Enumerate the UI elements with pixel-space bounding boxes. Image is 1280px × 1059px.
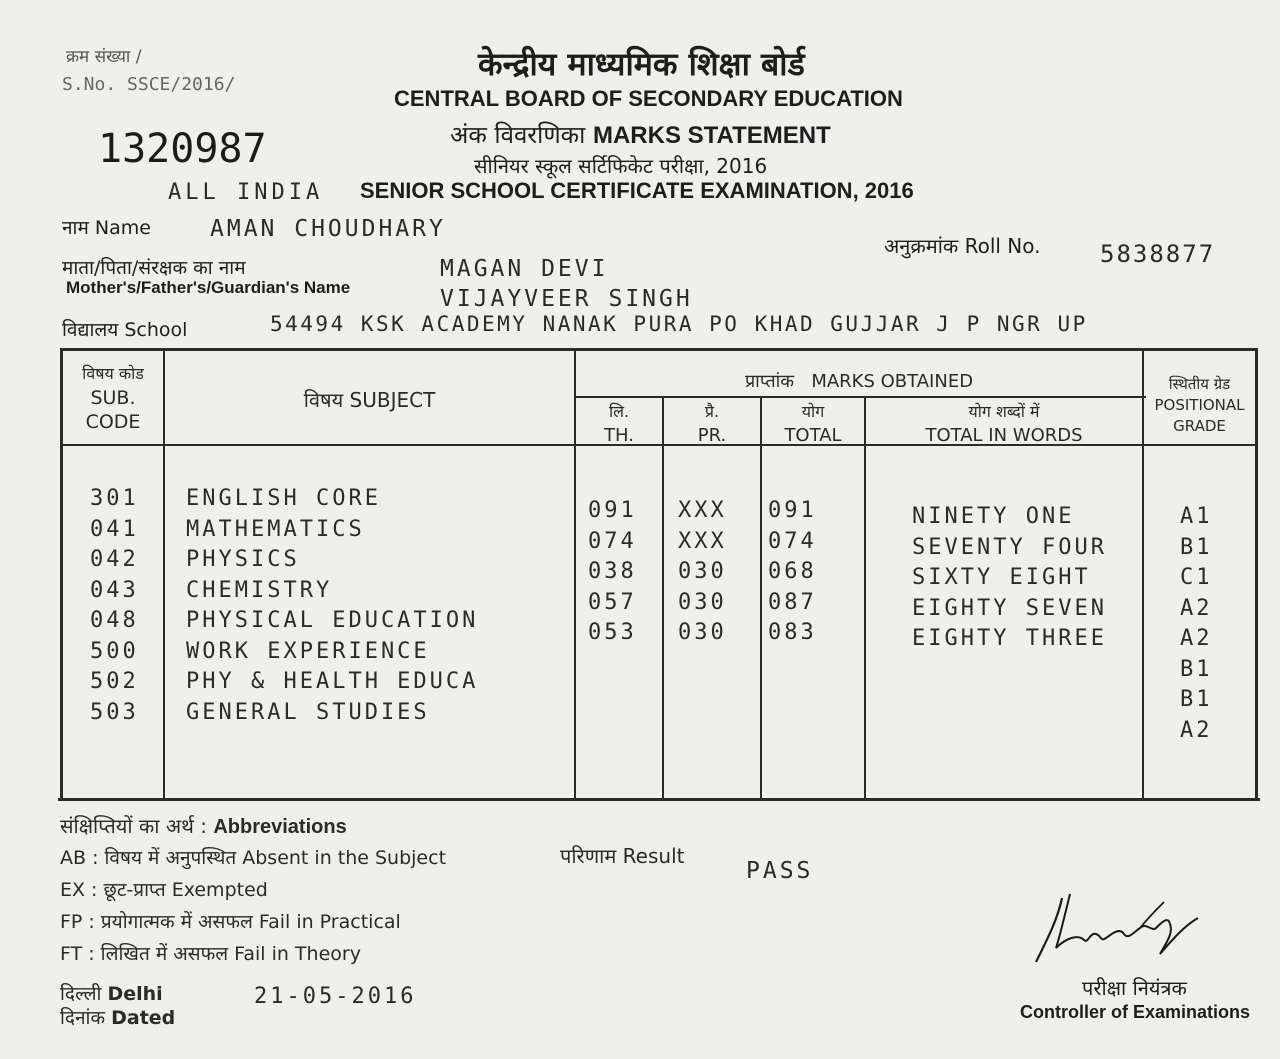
row-total: 068	[768, 559, 817, 584]
row-grade: A2	[1180, 717, 1213, 743]
row-grade: B1	[1180, 687, 1213, 712]
school-label: विद्यालय School	[62, 319, 188, 341]
row-subject: MATHEMATICS	[186, 516, 365, 542]
row-practical: 030	[678, 559, 727, 584]
row-total: 091	[768, 498, 817, 523]
header-total: योग TOTAL	[784, 402, 842, 446]
row-code: 503	[90, 699, 139, 725]
abbr-absent: AB : विषय में अनुपस्थित Absent in the Subject	[60, 847, 447, 869]
header-sub-code: विषय कोड SUB. CODE	[82, 364, 144, 433]
row-grade: C1	[1180, 565, 1213, 590]
row-total-words: EIGHTY THREE	[912, 626, 1107, 651]
roll-number: 5838877	[1100, 240, 1216, 268]
row-total: 083	[768, 620, 817, 645]
row-code: 041	[90, 516, 139, 542]
header-grade: स्थितीय ग्रेड POSITIONAL GRADE	[1154, 375, 1245, 435]
board-title-hindi: केन्द्रीय माध्यमिक शिक्षा बोर्ड	[478, 45, 805, 83]
abbreviations-heading: संक्षिप्तियों का अर्थ : Abbreviations	[60, 814, 347, 838]
row-subject: PHYSICS	[186, 547, 300, 572]
row-code: 500	[90, 638, 139, 664]
header-subject: विषय SUBJECT	[303, 388, 436, 412]
row-practical: XXX	[678, 528, 727, 554]
row-total-words: EIGHTY SEVEN	[912, 595, 1107, 621]
row-theory: 038	[588, 559, 637, 584]
header-marks-obtained: प्राप्तांक MARKS OBTAINED	[744, 371, 974, 392]
row-code: 048	[90, 608, 139, 633]
exam-title-english: SENIOR SCHOOL CERTIFICATE EXAMINATION, 2016	[360, 178, 914, 203]
row-total-words: NINETY ONE	[912, 504, 1075, 529]
row-grade: A2	[1180, 595, 1213, 621]
dated-label: दिनांक Dated	[60, 1007, 176, 1029]
row-code: 502	[90, 669, 139, 694]
result-value: PASS	[746, 858, 814, 884]
row-subject: CHEMISTRY	[186, 577, 333, 603]
serial-label-code: S.No. SSCE/2016/	[62, 74, 236, 95]
father-name: VIJAYVEER SINGH	[440, 286, 693, 312]
row-grade: A1	[1180, 504, 1213, 529]
serial-label-hindi: क्रम संख्या /	[66, 47, 142, 67]
place: दिल्ली Delhi	[60, 983, 163, 1005]
row-subject: PHYSICAL EDUCATION	[186, 608, 479, 633]
row-total-words: SIXTY EIGHT	[912, 565, 1091, 590]
row-theory: 053	[588, 620, 637, 645]
row-grade: B1	[1180, 534, 1213, 560]
board-title-english: CENTRAL BOARD OF SECONDARY EDUCATION	[394, 86, 903, 111]
controller-signature	[1030, 888, 1210, 970]
exam-title-hindi: सीनियर स्कूल सर्टिफिकेट परीक्षा, 2016	[474, 154, 768, 178]
row-grade: A2	[1180, 626, 1213, 651]
row-subject: GENERAL STUDIES	[186, 699, 430, 725]
row-subject: ENGLISH CORE	[186, 486, 381, 511]
abbr-fail-theory: FT : लिखित में असफल Fail in Theory	[60, 943, 361, 965]
row-code: 043	[90, 577, 139, 603]
abbr-fail-practical: FP : प्रयोगात्मक में असफल Fail in Practical	[60, 911, 401, 933]
roll-label: अनुक्रमांक Roll No.	[884, 234, 1041, 258]
row-theory: 091	[588, 498, 637, 523]
region: ALL INDIA	[168, 180, 324, 205]
row-practical: XXX	[678, 498, 727, 523]
row-grade: B1	[1180, 656, 1213, 682]
row-practical: 030	[678, 620, 727, 645]
controller-title-english: Controller of Examinations	[1020, 1002, 1251, 1022]
row-subject: WORK EXPERIENCE	[186, 638, 430, 664]
issue-date: 21-05-2016	[254, 984, 417, 1009]
guardian-label-english: Mother's/Father's/Guardian's Name	[66, 278, 351, 297]
row-theory: 057	[588, 589, 637, 615]
statement-title-english: MARKS STATEMENT	[592, 122, 831, 149]
result-label: परिणाम Result	[560, 844, 685, 868]
name-label: नाम Name	[62, 217, 151, 239]
controller-title-hindi: परीक्षा नियंत्रक	[1082, 976, 1187, 1000]
guardian-label-hindi: माता/पिता/संरक्षक का नाम	[62, 257, 246, 279]
school-name: 54494 KSK ACADEMY NANAK PURA PO KHAD GUJJAR J P NGR UP	[270, 312, 1088, 336]
header-theory: लि. TH.	[604, 402, 634, 446]
row-total-words: SEVENTY FOUR	[912, 534, 1107, 560]
row-practical: 030	[678, 589, 727, 615]
candidate-name: AMAN CHOUDHARY	[210, 216, 446, 242]
header-practical: प्रै. PR.	[697, 402, 727, 446]
row-subject: PHY & HEALTH EDUCA	[186, 669, 479, 694]
header-total-words: योग शब्दों में TOTAL IN WORDS	[925, 402, 1083, 446]
statement-title-hindi: अंक विवरणिका	[450, 121, 586, 149]
serial-number: 1320987	[98, 126, 267, 172]
abbr-exempted: EX : छूट-प्राप्त Exempted	[60, 879, 268, 901]
row-code: 042	[90, 547, 139, 572]
row-theory: 074	[588, 528, 637, 554]
row-total: 074	[768, 528, 817, 554]
row-code: 301	[90, 486, 139, 511]
row-total: 087	[768, 589, 817, 615]
mother-name: MAGAN DEVI	[440, 256, 609, 282]
